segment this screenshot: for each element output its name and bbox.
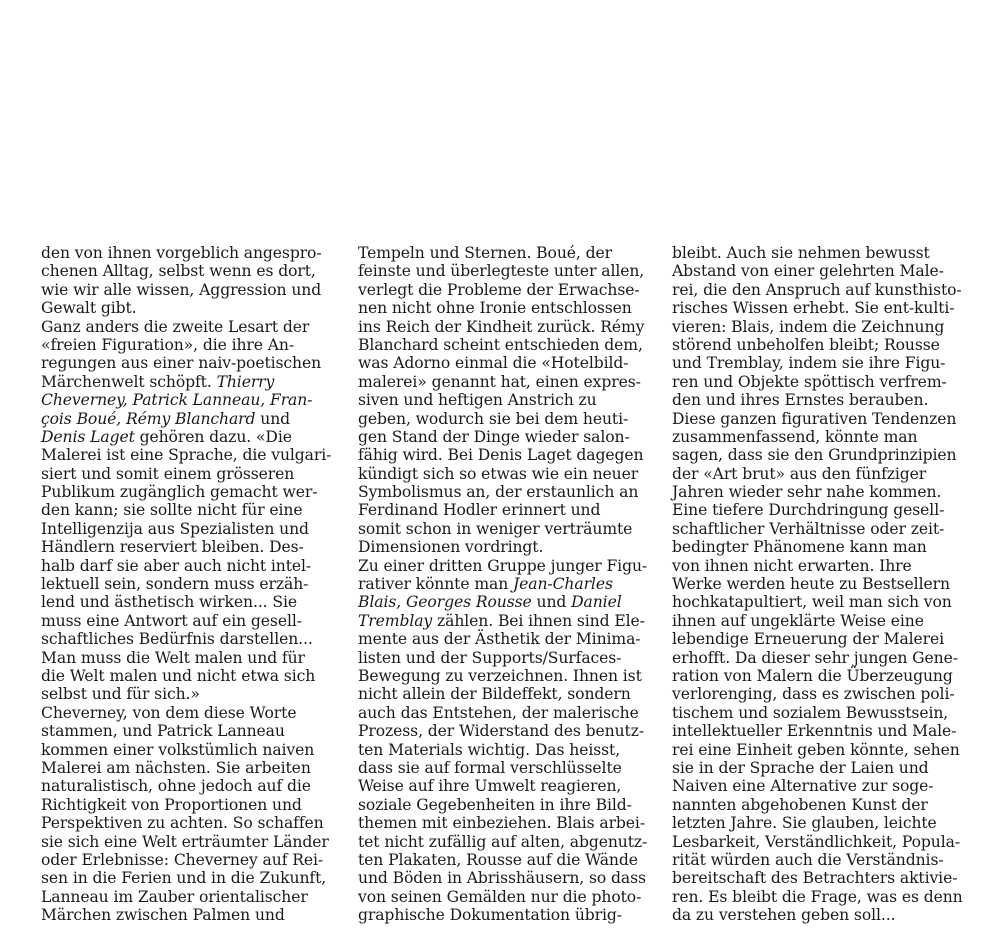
text-line: [41, 262, 341, 280]
text-run: störend unbeholfen bleibt; Rousse: [672, 335, 940, 354]
text-line: [358, 299, 658, 317]
text-run: wie wir alle wissen, Aggression und: [41, 280, 322, 299]
text-line: [41, 759, 341, 777]
text-run: verlorenging, dass es zwischen poli-: [672, 685, 955, 704]
text-run: fähig wird. Bei Denis Laget dagegen: [358, 446, 644, 465]
text-line: [41, 593, 341, 611]
text-run: bleibt. Auch sie nehmen bewusst: [672, 244, 930, 262]
text-line: [358, 465, 658, 483]
text-line: [41, 446, 341, 464]
text-run: Ferdinand Hodler erinnert und: [358, 501, 601, 520]
text-run: Man muss die Welt malen und für: [41, 648, 305, 667]
text-line: [672, 373, 972, 391]
text-run: stammen, und Patrick Lanneau: [41, 722, 285, 741]
text-line: [358, 410, 658, 428]
text-run: ren und Objekte spöttisch verfrem-: [672, 372, 947, 391]
text-run: und Böden in Abrisshäusern, so dass: [358, 869, 646, 888]
text-line: [358, 888, 658, 906]
text-run: den und ihres Ernstes berauben.: [672, 391, 929, 410]
text-line: [358, 741, 658, 759]
text-run: Händlern reserviert bleiben. Des-: [41, 538, 304, 557]
text-run: verlegt die Probleme der Erwachse-: [358, 280, 640, 299]
text-line: [358, 777, 658, 795]
text-line: [358, 814, 658, 832]
text-line: [672, 685, 972, 703]
text-line: [41, 520, 341, 538]
text-run: Dimensionen vordringt.: [358, 538, 544, 557]
text-run: listen und der Supports/Surfaces-: [358, 648, 622, 667]
text-line: [672, 741, 972, 759]
text-run: zählen. Bei ihnen sind Ele-: [432, 611, 645, 630]
text-run: was Adorno einmal die «Hotelbild-: [358, 354, 629, 373]
text-run: rativer könnte man: [358, 575, 514, 594]
text-line: [358, 612, 658, 630]
text-run: Abstand von einer gelehrten Male-: [672, 262, 944, 281]
text-run: bereitschaft des Betrachters aktivie-: [672, 869, 958, 888]
text-line: [41, 336, 341, 354]
text-run: hochkatapultiert, weil man sich von: [672, 593, 952, 612]
text-line: [672, 520, 972, 538]
text-run: Intelligenzija aus Spezialisten und: [41, 519, 309, 538]
text-line: [358, 391, 658, 409]
text-run: Symbolismus an, der erstaunlich an: [358, 483, 639, 502]
text-line: [41, 814, 341, 832]
text-run: zusammenfassend, könnte man: [672, 427, 918, 446]
text-run: regungen aus einer naiv-poetischen: [41, 354, 322, 373]
text-line: [41, 575, 341, 593]
text-line: [672, 354, 972, 372]
text-line: [358, 851, 658, 869]
text-run: malerei» genannt hat, einen expres-: [358, 372, 641, 391]
text-line: [672, 281, 972, 299]
text-run: Richtigkeit von Proportionen und: [41, 795, 302, 814]
text-column-2: [358, 244, 658, 924]
text-line: [41, 501, 341, 519]
text-run: mente aus der Ästhetik der Minima-: [358, 630, 641, 649]
text-run: Werke werden heute zu Bestsellern: [672, 575, 950, 594]
text-line: [41, 722, 341, 740]
text-run: «freien Figuration», die ihre An-: [41, 335, 295, 354]
text-line: [358, 704, 658, 722]
text-run: Weise auf ihre Umwelt reagieren,: [358, 777, 622, 796]
text-run: sen in die Ferien und in die Zukunft,: [41, 869, 327, 888]
text-run: risches Wissen erhebt. Sie ent-kulti-: [672, 299, 955, 318]
text-line: [358, 833, 658, 851]
text-line: [358, 685, 658, 703]
text-line: [672, 777, 972, 795]
text-line: [41, 428, 341, 446]
text-line: [41, 869, 341, 887]
text-run: gen Stand der Dinge wieder salon-: [358, 427, 630, 446]
text-line: [358, 759, 658, 777]
text-run: die Welt malen und nicht etwa sich: [41, 666, 316, 685]
text-run: ins Reich der Kindheit zurück. Rémy: [358, 317, 645, 336]
text-run: geben, wodurch sie bei dem heuti-: [358, 409, 629, 428]
text-run: Tempeln und Sternen. Boué, der: [358, 244, 612, 262]
text-line: [358, 336, 658, 354]
text-line: [358, 593, 658, 611]
text-line: [672, 759, 972, 777]
text-run: Ganz anders die zweite Lesart der: [41, 317, 310, 336]
text-run: Diese ganzen figurativen Tendenzen: [672, 409, 957, 428]
text-run: auch das Entstehen, der malerische: [358, 703, 639, 722]
text-run: da zu verstehen geben soll...: [672, 906, 896, 925]
text-line: [41, 777, 341, 795]
text-run: muss eine Antwort auf ein gesell-: [41, 611, 302, 630]
text-run: selbst und für sich.»: [41, 685, 200, 704]
text-line: [358, 281, 658, 299]
text-line: [41, 483, 341, 501]
italic-name: Blais, Georges Rousse: [358, 593, 532, 612]
text-run: chenen Alltag, selbst wenn es dort,: [41, 262, 316, 281]
text-run: Blanchard scheint entschieden dem,: [358, 335, 643, 354]
text-run: bedingter Phänomene kann man: [672, 538, 927, 557]
text-line: [358, 538, 658, 556]
text-line: [672, 501, 972, 519]
text-run: und: [531, 593, 572, 612]
text-run: dass sie auf formal verschlüsselte: [358, 758, 622, 777]
text-line: [672, 483, 972, 501]
text-run: Naiven eine Alternative zur soge-: [672, 777, 934, 796]
text-line: [358, 520, 658, 538]
text-line: [672, 446, 972, 464]
text-line: [358, 483, 658, 501]
italic-name: Cheverney, Patrick Lanneau, Fran-: [41, 391, 313, 410]
text-run: kommen einer volkstümlich naiven: [41, 740, 315, 759]
text-line: [672, 575, 972, 593]
text-run: vieren: Blais, indem die Zeichnung: [672, 317, 945, 336]
text-run: ten Materials wichtig. Das heisst,: [358, 740, 621, 759]
text-line: [41, 373, 341, 391]
text-line: [41, 833, 341, 851]
text-line: [358, 373, 658, 391]
text-line: [41, 649, 341, 667]
text-run: und Tremblay, indem sie ihre Figu-: [672, 354, 946, 373]
text-run: ihnen auf ungeklärte Weise eine: [672, 611, 924, 630]
text-line: [672, 410, 972, 428]
text-line: [672, 906, 972, 924]
text-line: [672, 888, 972, 906]
text-line: [672, 722, 972, 740]
text-line: [41, 410, 341, 428]
text-line: [672, 814, 972, 832]
text-line: [358, 649, 658, 667]
text-line: [358, 244, 658, 262]
text-line: [358, 501, 658, 519]
text-run: ren. Es bleibt die Frage, was es denn: [672, 887, 963, 906]
text-run: den von ihnen vorgeblich angespro-: [41, 244, 322, 262]
text-run: lend und ästhetisch wirken... Sie: [41, 593, 297, 612]
text-line: [672, 851, 972, 869]
text-run: gehören dazu. «Die: [134, 427, 292, 446]
italic-name: Thierry: [216, 372, 275, 391]
text-column-3: [672, 244, 972, 924]
text-line: [672, 391, 972, 409]
text-line: [41, 906, 341, 924]
text-run: lektuell sein, sondern muss erzäh-: [41, 575, 309, 594]
text-run: von ihnen nicht erwarten. Ihre: [672, 556, 912, 575]
text-line: [41, 281, 341, 299]
text-line: [41, 557, 341, 575]
text-line: [672, 465, 972, 483]
text-run: rität würden auch die Verständnis-: [672, 850, 944, 869]
text-line: [672, 667, 972, 685]
text-line: [358, 318, 658, 336]
text-run: nannten abgehobenen Kunst der: [672, 795, 928, 814]
text-run: sagen, dass sie den Grundprinzipien: [672, 446, 957, 465]
text-line: [41, 538, 341, 556]
text-run: Lesbarkeit, Verständlichkeit, Popula-: [672, 832, 960, 851]
text-run: soziale Gegebenheiten in ihre Bild-: [358, 795, 632, 814]
text-run: intellektueller Erkenntnis und Male-: [672, 722, 957, 741]
text-line: [41, 685, 341, 703]
text-column-1: [41, 244, 341, 924]
text-line: [672, 299, 972, 317]
italic-name: Denis Laget: [41, 427, 135, 446]
text-run: erhofft. Da dieser sehr jungen Gene-: [672, 648, 958, 667]
text-line: [358, 722, 658, 740]
text-line: [358, 557, 658, 575]
text-run: graphische Dokumentation übrig-: [358, 906, 622, 925]
text-run: nen nicht ohne Ironie entschlossen: [358, 299, 632, 318]
text-line: [672, 244, 972, 262]
text-line: [672, 336, 972, 354]
text-run: der «Art brut» aus den fünfziger: [672, 464, 927, 483]
text-run: sie sich eine Welt erträumter Länder: [41, 832, 329, 851]
text-line: [672, 630, 972, 648]
text-run: nicht allein der Bildeffekt, sondern: [358, 685, 631, 704]
text-line: [358, 796, 658, 814]
text-run: halb darf sie aber auch nicht intel-: [41, 556, 312, 575]
text-run: Lanneau im Zauber orientalischer: [41, 887, 308, 906]
text-line: [672, 649, 972, 667]
text-line: [672, 796, 972, 814]
text-run: oder Erlebnisse: Cheverney auf Rei-: [41, 850, 324, 869]
text-line: [672, 612, 972, 630]
text-run: Malerei ist eine Sprache, die vulgari-: [41, 446, 332, 465]
text-line: [358, 446, 658, 464]
text-line: [672, 557, 972, 575]
text-run: naturalistisch, ohne jedoch auf die: [41, 777, 311, 796]
text-line: [358, 354, 658, 372]
italic-name: Daniel: [571, 593, 622, 612]
text-run: siert und somit einem grösseren: [41, 464, 295, 483]
text-run: kündigt sich so etwas wie ein neuer: [358, 464, 639, 483]
text-run: Zu einer dritten Gruppe junger Figu-: [358, 556, 648, 575]
text-run: Bewegung zu verzeichnen. Ihnen ist: [358, 666, 642, 685]
text-line: [358, 869, 658, 887]
text-line: [41, 888, 341, 906]
text-line: [358, 630, 658, 648]
text-run: tet nicht zufällig auf alten, abgenutz-: [358, 832, 648, 851]
text-run: und: [255, 409, 291, 428]
text-line: [41, 299, 341, 317]
text-run: schaftlicher Verhältnisse oder zeit-: [672, 519, 945, 538]
text-run: lebendige Erneuerung der Malerei: [672, 630, 945, 649]
text-line: [41, 244, 341, 262]
text-run: tischem und sozialem Bewusstsein,: [672, 703, 949, 722]
text-run: siven und heftigen Anstrich zu: [358, 391, 597, 410]
text-line: [672, 869, 972, 887]
text-line: [41, 851, 341, 869]
text-line: [41, 796, 341, 814]
text-run: Malerei am nächsten. Sie arbeiten: [41, 758, 311, 777]
text-line: [41, 741, 341, 759]
text-run: rei eine Einheit geben könnte, sehen: [672, 740, 960, 759]
text-run: Publikum zugänglich gemacht wer-: [41, 483, 318, 502]
text-run: somit schon in weniger verträumte: [358, 519, 633, 538]
text-line: [672, 538, 972, 556]
text-run: letzten Jahre. Sie glauben, leichte: [672, 814, 937, 833]
text-line: [672, 318, 972, 336]
text-run: themen mit einbeziehen. Blais arbei-: [358, 814, 645, 833]
text-run: Märchen zwischen Palmen und: [41, 906, 285, 925]
text-run: feinste und überlegteste unter allen,: [358, 262, 645, 281]
text-line: [672, 262, 972, 280]
text-line: [358, 262, 658, 280]
text-run: von seinen Gemälden nur die photo-: [358, 887, 642, 906]
text-line: [358, 575, 658, 593]
text-line: [672, 833, 972, 851]
text-run: Jahren wieder sehr nahe kommen.: [672, 483, 942, 502]
text-line: [41, 391, 341, 409]
text-run: Perspektiven zu achten. So schaffen: [41, 814, 324, 833]
text-run: sie in der Sprache der Laien und: [672, 758, 929, 777]
text-run: Gewalt gibt.: [41, 299, 137, 318]
text-line: [41, 667, 341, 685]
text-line: [41, 318, 341, 336]
italic-name: çois Boué, Rémy Blanchard: [41, 409, 256, 428]
text-line: [41, 612, 341, 630]
text-run: rei, die den Anspruch auf kunsthisto-: [672, 280, 962, 299]
text-line: [41, 704, 341, 722]
text-line: [672, 704, 972, 722]
text-line: [672, 428, 972, 446]
text-line: [358, 667, 658, 685]
text-line: [41, 465, 341, 483]
text-run: Märchenwelt schöpft.: [41, 372, 217, 391]
italic-name: Jean-Charles: [513, 575, 613, 594]
text-run: den kann; sie sollte nicht für eine: [41, 501, 303, 520]
text-run: ration von Malern die Überzeugung: [672, 666, 953, 685]
text-line: [41, 354, 341, 372]
text-line: [358, 906, 658, 924]
text-run: Prozess, der Widerstand des benutz-: [358, 722, 644, 741]
text-run: Eine tiefere Durchdringung gesell-: [672, 501, 945, 520]
text-run: ten Plakaten, Rousse auf die Wände: [358, 850, 638, 869]
text-line: [358, 428, 658, 446]
italic-name: Tremblay: [358, 611, 433, 630]
text-line: [41, 630, 341, 648]
text-run: schaftliches Bedürfnis darstellen...: [41, 630, 313, 649]
text-line: [672, 593, 972, 611]
text-run: Cheverney, von dem diese Worte: [41, 703, 297, 722]
